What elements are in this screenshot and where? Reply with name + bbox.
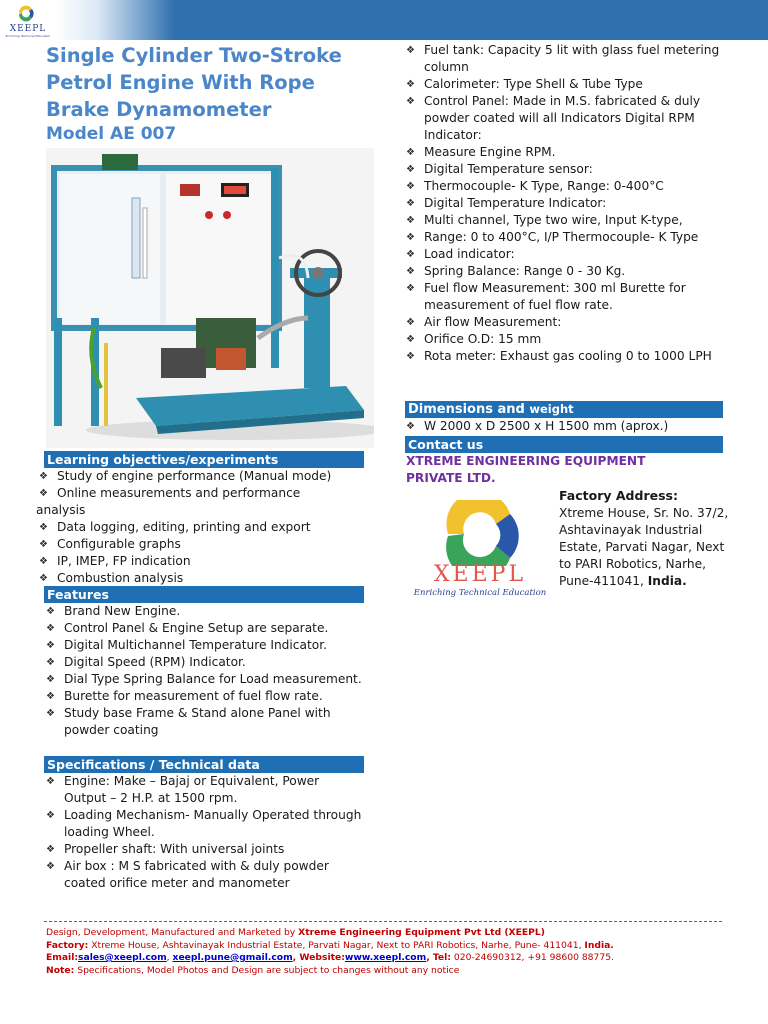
diamond-bullet-icon: ❖ <box>406 164 415 175</box>
diamond-bullet-icon: ❖ <box>46 844 55 855</box>
list-item: ❖ Multi channel, Type two wire, Input K-type, <box>406 213 683 227</box>
logo-tagline: Enriching Technical Education <box>413 588 547 598</box>
list-item: ❖ IP, IMEP, FP indication <box>39 554 191 568</box>
list-item: ❖ Fuel tank: Capacity 5 lit with glass fuel metering column <box>406 43 720 74</box>
header-logo-text: XEEPL <box>9 24 47 34</box>
diamond-bullet-icon: ❖ <box>406 45 415 56</box>
diamond-bullet-icon: ❖ <box>406 215 415 226</box>
diamond-bullet-icon: ❖ <box>39 471 48 482</box>
specs-list <box>43 773 363 892</box>
diamond-bullet-icon: ❖ <box>406 249 415 260</box>
learning-list <box>36 468 371 587</box>
list-item: ❖ Rota meter: Exhaust gas cooling 0 to 1000 LPH <box>406 349 712 363</box>
header-logo <box>2 2 54 40</box>
list-item: ❖ Air flow Measurement: <box>406 315 562 329</box>
header-gradient <box>55 0 175 40</box>
factory-address: Xtreme House, Sr. No. 37/2, Ashtavinayak Industrial Estate, Parvati Nagar, Next to PARI Robotics, Narhe, Pune-411041, India. <box>559 506 729 588</box>
list-item: ❖ Calorimeter: Type Shell & Tube Type <box>406 77 643 91</box>
list-item: ❖ Digital Speed (RPM) Indicator. <box>46 655 246 669</box>
list-item: ❖ Configurable graphs <box>39 537 181 551</box>
list-item: ❖ Brand New Engine. <box>46 604 181 618</box>
diamond-bullet-icon: ❖ <box>46 691 55 702</box>
engine-test-rig-image <box>46 148 374 448</box>
website-link[interactable]: www.xeepl.com <box>344 952 427 963</box>
list-item: ❖ Air box : M S fabricated with & duly powder coated orifice meter and manometer <box>46 859 329 890</box>
model-number: Model AE 007 <box>46 124 177 144</box>
section-heading-features: Features <box>44 586 364 603</box>
list-item: ❖ Thermocouple- K Type, Range: 0-400°C <box>406 179 664 193</box>
diamond-bullet-icon: ❖ <box>406 147 415 158</box>
list-item: ❖ Spring Balance: Range 0 - 30 Kg. <box>406 264 626 278</box>
diamond-bullet-icon: ❖ <box>46 810 55 821</box>
section-heading-contact: Contact us <box>405 436 723 453</box>
diamond-bullet-icon: ❖ <box>406 198 415 209</box>
section-heading-specs: Specifications / Technical data <box>44 756 364 773</box>
diamond-bullet-icon: ❖ <box>406 79 415 90</box>
header-logo-tagline: Enriching Technical Education <box>5 34 51 38</box>
list-item-continuation: analysis <box>36 503 86 517</box>
list-item: ❖ Online measurements and performance <box>39 486 301 500</box>
list-item: ❖ Digital Temperature sensor: <box>406 162 593 176</box>
logo-text: XEEPL <box>433 562 527 587</box>
product-photo <box>46 148 374 448</box>
list-item: ❖ Measure Engine RPM. <box>406 145 556 159</box>
email-link-sales[interactable]: sales@xeepl.com <box>78 952 167 963</box>
diamond-bullet-icon: ❖ <box>46 640 55 651</box>
diamond-bullet-icon: ❖ <box>39 556 48 567</box>
list-item: ❖ Dial Type Spring Balance for Load measurement. <box>46 672 362 686</box>
logo-swirl-icon <box>410 500 550 566</box>
diamond-bullet-icon: ❖ <box>406 421 415 432</box>
diamond-bullet-icon: ❖ <box>46 657 55 668</box>
diamond-bullet-icon: ❖ <box>406 181 415 192</box>
company-logo <box>410 500 550 602</box>
diamond-bullet-icon: ❖ <box>406 232 415 243</box>
list-item: ❖ Fuel flow Measurement: 300 ml Burette for measurement of fuel flow rate. <box>406 281 686 312</box>
diamond-bullet-icon: ❖ <box>46 708 55 719</box>
diamond-bullet-icon: ❖ <box>39 522 48 533</box>
factory-address-heading: Factory Address: <box>559 488 678 503</box>
list-item: ❖ Propeller shaft: With universal joints <box>46 842 285 856</box>
list-item: ❖ Engine: Make – Bajaj or Equivalent, Power Output – 2 H.P. at 1500 rpm. <box>46 774 320 805</box>
diamond-bullet-icon: ❖ <box>406 266 415 277</box>
list-item: ❖ Loading Mechanism- Manually Operated through loading Wheel. <box>46 808 362 839</box>
footer: Design, Development, Manufactured and Marketed by Xtreme Engineering Equipment Pvt Ltd (XEEPL) Factory: Xtreme House, Ashtavinayak Industrial Estate, Parvati Nagar, Next to PARI Robotics, Narhe, Pune- 411041, India. Email:sales@xeepl.com, xeepl.pune@gmail.com, Website:www.xeepl.com, Tel: 020-24690312, +91 98600 88775. Note: Specifications, Model Photos and Design are subject to changes without any notice <box>46 927 614 976</box>
dimensions-list <box>403 418 728 435</box>
list-item: ❖ Control Panel & Engine Setup are separate. <box>46 621 329 635</box>
header-bar <box>0 0 768 40</box>
diamond-bullet-icon: ❖ <box>406 317 415 328</box>
diamond-bullet-icon: ❖ <box>46 861 55 872</box>
diamond-bullet-icon: ❖ <box>46 776 55 787</box>
diamond-bullet-icon: ❖ <box>46 606 55 617</box>
section-heading-dimensions: Dimensions and weight <box>405 401 723 418</box>
email-link-pune[interactable]: xeepl.pune@gmail.com <box>172 952 293 963</box>
features-list <box>43 603 368 739</box>
list-item: ❖ Study of engine performance (Manual mode) <box>39 469 332 483</box>
page-title: Single Cylinder Two-Stroke Petrol Engine With Rope Brake Dynamometer <box>46 44 342 121</box>
diamond-bullet-icon: ❖ <box>46 674 55 685</box>
diamond-bullet-icon: ❖ <box>406 96 415 107</box>
list-item: ❖ Combustion analysis <box>39 571 184 585</box>
diamond-bullet-icon: ❖ <box>39 573 48 584</box>
specs-right-list <box>403 42 728 365</box>
list-item: ❖ Data logging, editing, printing and export <box>39 520 311 534</box>
list-item: ❖ Control Panel: Made in M.S. fabricated & duly powder coated will all Indicators Digital RPM Indicator: <box>406 94 701 142</box>
list-item: ❖ Orifice O.D: 15 mm <box>406 332 542 346</box>
list-item: ❖ Load indicator: <box>406 247 515 261</box>
list-item: ❖ Burette for measurement of fuel flow rate. <box>46 689 323 703</box>
list-item: ❖ Digital Temperature Indicator: <box>406 196 607 210</box>
list-item: ❖ Digital Multichannel Temperature Indicator. <box>46 638 327 652</box>
list-item: ❖ Range: 0 to 400°C, I/P Thermocouple- K Type <box>406 230 699 244</box>
logo-swirl-icon <box>16 4 36 24</box>
diamond-bullet-icon: ❖ <box>406 283 415 294</box>
diamond-bullet-icon: ❖ <box>46 623 55 634</box>
footer-divider <box>44 921 722 922</box>
diamond-bullet-icon: ❖ <box>39 488 48 499</box>
company-name: XTREME ENGINEERING EQUIPMENT PRIVATE LTD. <box>406 454 646 485</box>
diamond-bullet-icon: ❖ <box>406 334 415 345</box>
diamond-bullet-icon: ❖ <box>406 351 415 362</box>
list-item: ❖ W 2000 x D 2500 x H 1500 mm (aprox.) <box>406 419 669 433</box>
list-item: ❖ Study base Frame & Stand alone Panel with powder coating <box>46 706 331 737</box>
diamond-bullet-icon: ❖ <box>39 539 48 550</box>
section-heading-learning: Learning objectives/experiments <box>44 451 364 468</box>
